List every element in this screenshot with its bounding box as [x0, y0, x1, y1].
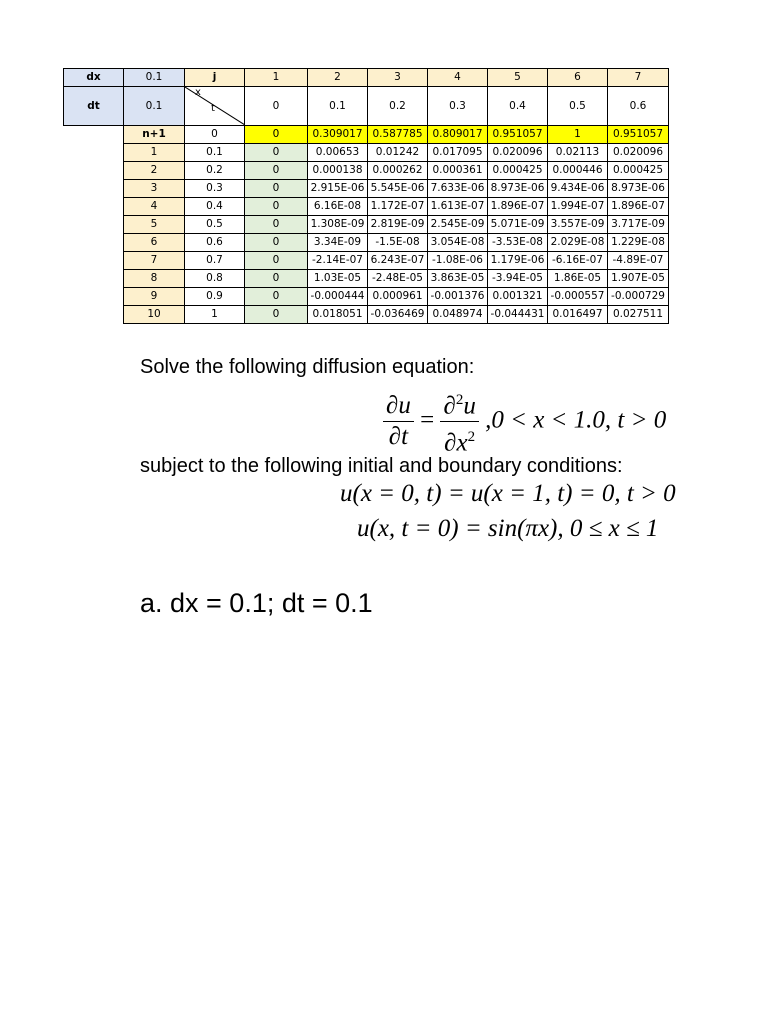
row-index: 1 [124, 144, 185, 162]
grid-value: 6.16E-08 [308, 198, 368, 216]
grid-value: -0.001376 [428, 288, 488, 306]
empty-cell [64, 270, 124, 288]
time-value: 0.4 [185, 198, 245, 216]
empty-cell [64, 198, 124, 216]
grid-value: -1.08E-06 [428, 252, 488, 270]
grid-value: -6.16E-07 [548, 252, 608, 270]
grid-value: -3.94E-05 [488, 270, 548, 288]
row-index: 5 [124, 216, 185, 234]
grid-value: 0.020096 [488, 144, 548, 162]
x-value: 0.1 [308, 87, 368, 126]
table-row [64, 198, 669, 216]
table-row [64, 162, 669, 180]
empty-cell [64, 162, 124, 180]
grid-value: 1.179E-06 [488, 252, 548, 270]
row-index: 4 [124, 198, 185, 216]
grid-value: 8.973E-06 [608, 180, 669, 198]
initial-condition: u(x, t = 0) = sin(πx), 0 ≤ x ≤ 1 [357, 515, 659, 542]
boundary-value: 0 [245, 288, 308, 306]
j-value: 4 [428, 69, 488, 87]
time-value: 0.9 [185, 288, 245, 306]
j-value: 5 [488, 69, 548, 87]
time-value: 0.3 [185, 180, 245, 198]
grid-value: 0.020096 [608, 144, 669, 162]
table-row [64, 216, 669, 234]
row-index: 9 [124, 288, 185, 306]
table-row [64, 252, 669, 270]
time-value: 0.2 [185, 162, 245, 180]
empty-cell [64, 144, 124, 162]
empty-cell [64, 180, 124, 198]
grid-value: 9.434E-06 [548, 180, 608, 198]
empty-cell [64, 234, 124, 252]
grid-value: 1.994E-07 [548, 198, 608, 216]
dx-value: 0.1 [124, 69, 185, 87]
time-value: 1 [185, 306, 245, 324]
grid-value: 0.00653 [308, 144, 368, 162]
grid-value: -0.000557 [548, 288, 608, 306]
grid-value: 2.915E-06 [308, 180, 368, 198]
equals-sign: = [420, 406, 435, 434]
time-value: 0.8 [185, 270, 245, 288]
boundary-condition: u(x = 0, t) = u(x = 1, t) = 0, t > 0 [340, 480, 676, 507]
part-a-heading: a. dx = 0.1; dt = 0.1 [140, 588, 373, 618]
problem-title: Solve the following diffusion equation: [140, 356, 475, 378]
j-value: 6 [548, 69, 608, 87]
x-t-corner-cell [185, 87, 245, 126]
grid-value: 6.243E-07 [368, 252, 428, 270]
grid-value: 3.557E-09 [548, 216, 608, 234]
table-row [64, 144, 669, 162]
table-row [64, 270, 669, 288]
grid-value: 3.717E-09 [608, 216, 669, 234]
grid-value: 1.308E-09 [308, 216, 368, 234]
grid-value: 1.86E-05 [548, 270, 608, 288]
empty-cell [64, 126, 124, 144]
x-value: 0.3 [428, 87, 488, 126]
table-row [64, 234, 669, 252]
grid-value: 0.000425 [488, 162, 548, 180]
grid-value: 3.34E-09 [308, 234, 368, 252]
row-index: 8 [124, 270, 185, 288]
grid-value: 0.951057 [608, 126, 669, 144]
grid-value: 7.633E-06 [428, 180, 488, 198]
grid-value: -0.000444 [308, 288, 368, 306]
boundary-value: 0 [245, 126, 308, 144]
grid-value: 8.973E-06 [488, 180, 548, 198]
grid-value: 0.016497 [548, 306, 608, 324]
time-value: 0.5 [185, 216, 245, 234]
time-value: 0.6 [185, 234, 245, 252]
grid-value: 0.01242 [368, 144, 428, 162]
grid-value: 0.018051 [308, 306, 368, 324]
grid-value: 1.03E-05 [308, 270, 368, 288]
table-row [64, 126, 669, 144]
grid-value: 1.613E-07 [428, 198, 488, 216]
grid-value: 0.001321 [488, 288, 548, 306]
empty-cell [64, 306, 124, 324]
grid-value: -4.89E-07 [608, 252, 669, 270]
time-value: 0.1 [185, 144, 245, 162]
grid-value: 0.000361 [428, 162, 488, 180]
dt-value: 0.1 [124, 87, 185, 126]
du-dt-fraction: $\frac{\partial u}{\partial t}$ [383, 391, 414, 452]
grid-value: 1.907E-05 [608, 270, 669, 288]
boundary-value: 0 [245, 144, 308, 162]
grid-value: 1.229E-08 [608, 234, 669, 252]
row-index: 7 [124, 252, 185, 270]
header-row-x [64, 87, 669, 126]
table-row [64, 180, 669, 198]
boundary-value: 0 [245, 234, 308, 252]
x-value: 0.6 [608, 87, 669, 126]
grid-value: 3.054E-08 [428, 234, 488, 252]
boundary-value: 0 [245, 252, 308, 270]
empty-cell [64, 252, 124, 270]
grid-value: 1.172E-07 [368, 198, 428, 216]
row-index: 3 [124, 180, 185, 198]
boundary-value: 0 [245, 270, 308, 288]
grid-value: 5.071E-09 [488, 216, 548, 234]
j-value: 7 [608, 69, 669, 87]
empty-cell [64, 288, 124, 306]
x-value: 0.5 [548, 87, 608, 126]
j-value: 2 [308, 69, 368, 87]
j-value: 1 [245, 69, 308, 87]
grid-value: 0.809017 [428, 126, 488, 144]
grid-value: 0.000961 [368, 288, 428, 306]
grid-value: 0.027511 [608, 306, 669, 324]
time-value: 0.7 [185, 252, 245, 270]
row-index: 2 [124, 162, 185, 180]
conditions-intro: subject to the following initial and boundary conditions: [140, 455, 623, 477]
boundary-value: 0 [245, 198, 308, 216]
grid-value: 0.951057 [488, 126, 548, 144]
empty-cell [64, 216, 124, 234]
grid-value: 0.017095 [428, 144, 488, 162]
boundary-value: 0 [245, 306, 308, 324]
dx-label: dx [64, 69, 124, 87]
corner-x-label: x [195, 87, 201, 98]
grid-value: 1.896E-07 [488, 198, 548, 216]
grid-value: 1 [548, 126, 608, 144]
grid-value: -3.53E-08 [488, 234, 548, 252]
row-index: 10 [124, 306, 185, 324]
grid-value: 5.545E-06 [368, 180, 428, 198]
grid-value: -2.14E-07 [308, 252, 368, 270]
grid-value: -0.000729 [608, 288, 669, 306]
grid-value: -2.48E-05 [368, 270, 428, 288]
grid-value: 2.029E-08 [548, 234, 608, 252]
grid-value: -0.036469 [368, 306, 428, 324]
grid-value: -1.5E-08 [368, 234, 428, 252]
j-label: j [185, 69, 245, 87]
grid-value: 0.000138 [308, 162, 368, 180]
boundary-value: 0 [245, 180, 308, 198]
grid-value: 2.819E-09 [368, 216, 428, 234]
x-value: 0.4 [488, 87, 548, 126]
table-row [64, 288, 669, 306]
grid-value: 1.896E-07 [608, 198, 669, 216]
grid-value: 0.309017 [308, 126, 368, 144]
header-row-j [64, 69, 669, 87]
grid-value: 0.000425 [608, 162, 669, 180]
grid-value: 0.587785 [368, 126, 428, 144]
dt-label: dt [64, 87, 124, 126]
results-table [63, 68, 669, 324]
boundary-value: 0 [245, 216, 308, 234]
grid-value: 0.02113 [548, 144, 608, 162]
x-value: 0 [245, 87, 308, 126]
x-value: 0.2 [368, 87, 428, 126]
grid-value: 2.545E-09 [428, 216, 488, 234]
pde-domain: ,0 < x < 1.0, t > 0 [485, 406, 667, 434]
time-value: 0 [185, 126, 245, 144]
grid-value: 0.048974 [428, 306, 488, 324]
grid-value: 0.000262 [368, 162, 428, 180]
boundary-value: 0 [245, 162, 308, 180]
grid-value: -0.044431 [488, 306, 548, 324]
grid-value: 0.000446 [548, 162, 608, 180]
row-index: 6 [124, 234, 185, 252]
row-index: n+1 [124, 126, 185, 144]
grid-value: 3.863E-05 [428, 270, 488, 288]
j-value: 3 [368, 69, 428, 87]
diffusion-equation [383, 385, 666, 459]
corner-t-label: t [211, 103, 215, 114]
d2u-dx2-fraction: $\frac{\partial^2u}{\partial x^2}$ [440, 385, 478, 459]
table-row [64, 306, 669, 324]
